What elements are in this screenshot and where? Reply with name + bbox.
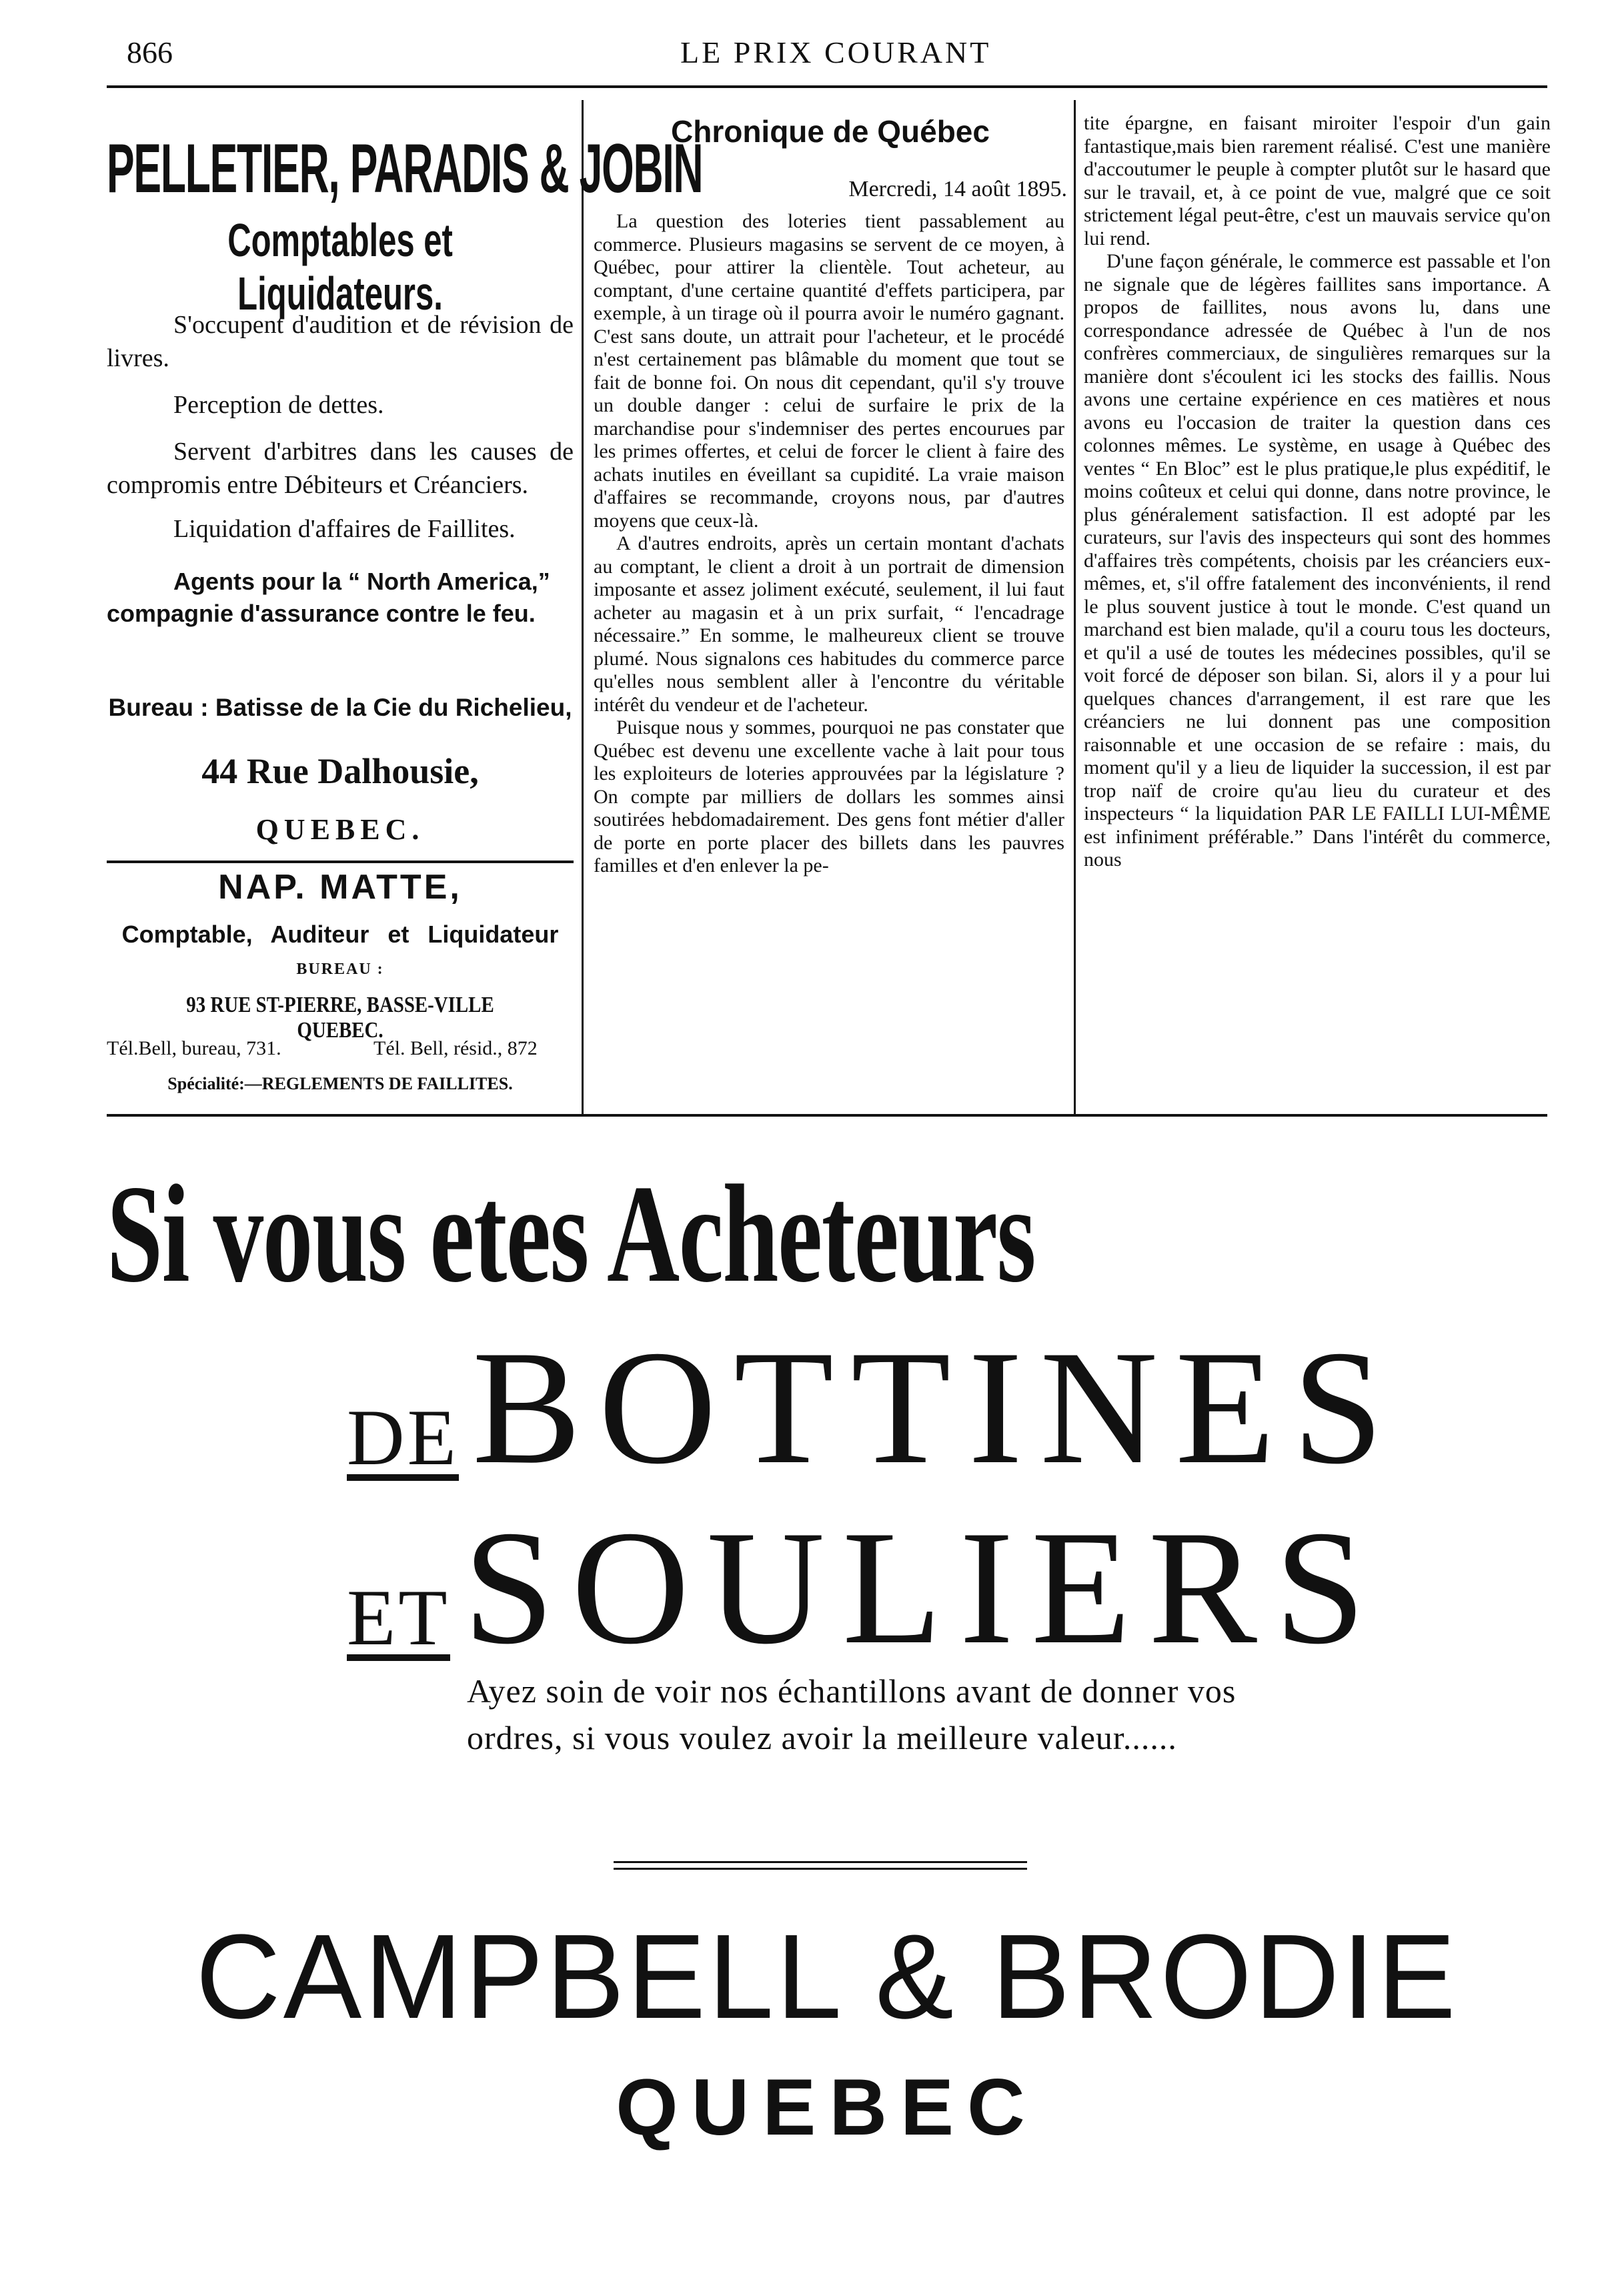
firm1-agents: Agents pour la “ North America,” compagnie d'assurance contre le feu.	[107, 568, 550, 627]
firm1-service: Servent d'arbitres dans les causes de compromis entre Débiteurs et Créanciers.	[107, 438, 574, 499]
article-paragraph: A d'autres endroits, après un certain montant d'achats au comptant, le client a droit à un portrait de dimension imposante et assez joliment exécuté, seulement, il lui faut acheter au magasin et à un prix surfait, “ l'encadrage nécessaire.” En somme, le malheureux client se trouve plumé. Nous signalons ces habitudes du commerce parce qu'elles nous semblent aller à l'encontre du véritable intérêt du vendeur et de l'acheteur.	[594, 532, 1064, 716]
ad-main-word: BOTTINES	[472, 1317, 1401, 1498]
firm1-street: 44 Rue Dalhousie,	[201, 751, 479, 791]
column-rule-left	[582, 100, 584, 1114]
header-rule	[107, 85, 1547, 88]
ad-line-bottines	[347, 1317, 1401, 1498]
firm1-service: S'occupent d'audition et de révision de livres.	[107, 311, 574, 372]
firm2-address: 93 RUE ST-PIERRE, BASSE-VILLE QUEBEC.	[186, 993, 494, 1043]
ad-city: QUEBEC	[616, 2063, 1038, 2152]
firm2-bureau-label: BUREAU :	[296, 961, 384, 978]
ad-headline: Si vous etes Acheteurs	[107, 1157, 1036, 1311]
ad-prefix: DE	[347, 1393, 459, 1482]
ad-divider	[614, 1868, 1027, 1870]
article-paragraph: La question des loteries tient passablement au commerce. Plusieurs magasins se servent de ce moyen, à Québec, pour attirer la clientèle. Tout acheteur, au comptant, d'une certaine quantité d'effets participera, par exemple, à un tirage où il pourra avoir le numéro gagnant. C'est sans doute, un attrait pour l'acheteur, et le procédé n'est certainement pas blâmable du moment que tout se fait de bonne foi. On nous dit cependant, qu'il s'y trouve un double danger : celui de surfaire le prix de la marchandise pour s'indemniser des pertes encourues par les primes offertes, et celui de forcer le client à faire des achats inutiles en éveillant sa cupidité. La vraie maison d'affaires se recommande, croyons nous, par d'autres moyens que ceux-là.	[594, 210, 1064, 532]
firm1-service: Liquidation d'affaires de Faillites.	[173, 515, 516, 543]
firm1-service: Perception de dettes.	[173, 391, 384, 419]
ad-prefix: ET	[347, 1573, 450, 1662]
article-title: Chronique de Québec	[671, 114, 990, 149]
firm2-phone-home: Tél. Bell, résid., 872	[373, 1037, 538, 1059]
firm1-tagline: Comptables et Liquidateurs.	[227, 214, 453, 320]
firm1-name: PELLETIER, PARADIS & JOBIN	[107, 130, 703, 207]
article-paragraph: Puisque nous y sommes, pourquoi ne pas constater que Québec est devenu une excellente vache à lait pour tous les exploiteurs de loteries approuvées par la législature ? On compte par milliers de dollars les sommes ainsi soutirées hebdomadairement. Des gens font métier d'aller de porte en porte placer des billets dans les pauvres familles et d'en enlever la pe-	[594, 716, 1064, 877]
article-paragraph: D'une façon générale, le commerce est passable et l'on ne signale que de légères faillites sans importance. A propos de faillites, nous avons lu, dans une correspondance adressée de Québec à l'un de nos confrères commerciaux, de singulières remarques sur la manière dont s'écoulent ici les stocks des faillis. Nous avons une certaine expérience en ces matières et nous avons eu l'occasion de traiter la question dans ces colonnes mêmes. Le système, en usage à Québec des ventes “ En Bloc” est le plus pratique,le plus expéditif, le moins coûteux et celui qui donne, dans notre province, le plus généralement satisfaction. Il est adopté par les curateurs, sur l'avis des inspecteurs qui sont des hommes d'affaires très compétents, choisis par les créanciers eux-mêmes, et, s'il offre fatalement des inconvénients, il rend le plus souvent justice à tout le monde. C'est quand un marchand est bien malade, qu'il a couru tous les docteurs, et qu'il a usé de toutes les médecines possibles, qu'il se voit forcé de déposer son bilan. Si, alors il y a pour lui quelques chances d'arrangement, il est rare que les créanciers ne lui donnent pas une composition raisonnable et une occasion de se refaire : mais, du moment qu'il y a lieu de liquider la succession, il est par trop naïf de croire qu'au lieu du curateur et des inspecteurs “ la liquidation PAR LE FAILLI LUI-MÊME est infiniment préférable.” Dans l'intérêt du commerce, nous	[1084, 250, 1551, 871]
column-rule-right	[1074, 100, 1076, 1114]
ad-note: Ayez soin de voir nos échantillons avant de donner vos ordres, si vous voulez avoir la meilleure valeur......	[467, 1672, 1237, 1756]
ad-company: CAMPBELL & BRODIE	[195, 1910, 1459, 2044]
article-column-2	[1084, 112, 1551, 872]
section-divider	[107, 861, 574, 863]
page-number: 866	[127, 35, 173, 69]
firm2-specialty: Spécialité:—REGLEMENTS DE FAILLITES.	[167, 1074, 513, 1093]
article-date: Mercredi, 14 août 1895.	[848, 177, 1067, 201]
firm1-city: QUEBEC.	[255, 813, 425, 846]
section-divider	[107, 1114, 1547, 1117]
firm2-name: NAP. MATTE,	[218, 868, 462, 907]
article-paragraph: tite épargne, en faisant miroiter l'espoir d'un gain fantastique,mais bien rarement réalisé. C'est une manière d'accoutumer le peuple à compter plutôt sur le hasard que sur le travail, et, à ce point de vue, malgré que ce soit strictement légal peut-être, c'est un mauvais service qu'on lui rend.	[1084, 112, 1551, 249]
ad-divider	[614, 1861, 1027, 1863]
article-column-1	[594, 210, 1064, 878]
ad-line-souliers	[347, 1497, 1383, 1678]
firm2-phone-office: Tél.Bell, bureau, 731.	[107, 1037, 281, 1059]
firm2-title: Comptable, Auditeur et Liquidateur	[121, 921, 559, 948]
firm1-bureau: Bureau : Batisse de la Cie du Richelieu,	[108, 694, 572, 721]
ad-main-word: SOULIERS	[463, 1497, 1383, 1678]
running-title: LE PRIX COURANT	[680, 35, 992, 69]
